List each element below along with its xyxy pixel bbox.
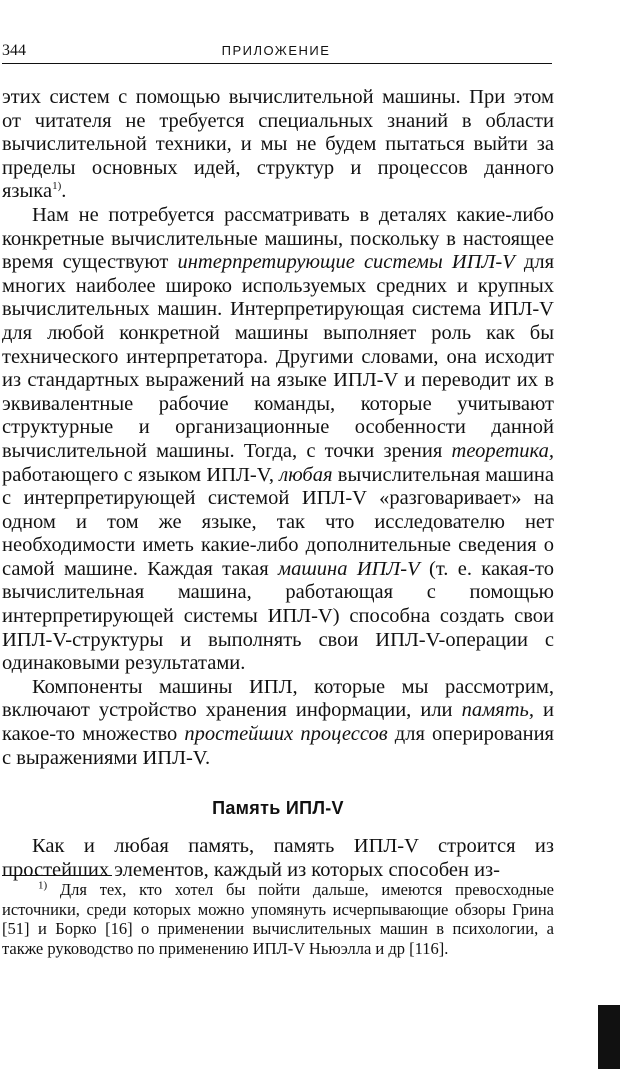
paragraph-1-end: .	[61, 180, 67, 203]
page-number: 344	[2, 42, 26, 59]
emphasis-any: любая	[279, 463, 333, 486]
paragraph-2-text-5: (т. е. какая-то вычислительная машина, работающая с помощью интерпретирующей системы ИПЛ-V) способна создать свои ИПЛ-V-структуры и выполнять свои ИПЛ-V-операции с одинаковыми результатами.	[2, 557, 554, 675]
emphasis-memory: память,	[461, 699, 534, 722]
paragraph-4: Как и любая память, память ИПЛ-V строится из простейших элементов, каждый из которых способен из-	[2, 835, 554, 881]
paragraph-3-text-2: и какое-то множество	[2, 699, 554, 746]
footnote-reference: 1)	[52, 180, 62, 193]
paragraph-1	[2, 86, 554, 204]
paragraph-1-text: этих систем с помощью вычислительной машины. При этом от читателя не требуется специальных знаний в области вычислительной техники, и мы не будем пытаться выйти за пределы основных идей, структур и процессов данного языка	[2, 86, 554, 203]
footnote-mark: 1)	[38, 879, 48, 892]
paragraph-2-text-3: работающего с языком ИПЛ-V,	[2, 463, 280, 486]
paragraph-3-text-1: Компоненты машины ИПЛ, которые мы рассмотрим, включают устройство хранения информации, или	[2, 675, 554, 722]
body-text	[2, 86, 554, 882]
emphasis-theorist: теоретика,	[451, 439, 554, 462]
emphasis-elementary-processes: простейших процессов	[184, 723, 388, 746]
paragraph-2	[2, 204, 554, 676]
paragraph-3	[2, 676, 554, 770]
emphasis-interpreting-systems: интерпретирующие системы ИПЛ-V	[177, 251, 515, 274]
paragraph-2-text-4: вычислительная машина с интерпретирующей системой ИПЛ-V «разговаривает» на одном и том же языке, так что исследователю нет необходимости иметь какие-либо дополнительные сведения о самой машине. Каждая такая	[2, 463, 554, 580]
running-title: ПРИЛОЖЕНИЕ	[221, 43, 331, 58]
paragraph-2-text-2: для многих наиболее широко используемых средних и крупных вычислительных машин. Интерпретирующая система ИПЛ-V для любой конкретной машины выполняет роль как бы технического интерпретатора. Другими словами, она исходит из стандартных выражений на языке ИПЛ-V и переводит их в эквивалентные рабочие команды, которые учитывают структурные и организационные особенности данной вычислительной машины. Тогда, с точки зрения	[2, 251, 555, 462]
scan-edge-shadow	[598, 1005, 620, 1069]
footnote	[2, 880, 554, 958]
footnote-rule	[2, 875, 112, 876]
header-rule	[2, 63, 552, 64]
paragraph-2-text-1: Нам не потребуется рассматривать в деталях какие-либо конкретные вычислительные машины, поскольку в настоящее время существуют	[2, 203, 554, 274]
emphasis-ipl-machine: машина ИПЛ-V	[278, 557, 420, 580]
section-heading: Память ИПЛ-V	[212, 798, 344, 819]
paragraph-3-text-3: для оперирования с выражениями ИПЛ-V.	[2, 723, 554, 769]
footnote-text: Для тех, кто хотел бы пойти дальше, имеются превосходные источники, среди которых можно упомянуть исчерпывающие обзоры Грина [51] и Борко [16] о применении вычислительных машин в психологии, а также руководство по применению ИПЛ-V Ньюэлла и др [116].	[2, 880, 554, 958]
